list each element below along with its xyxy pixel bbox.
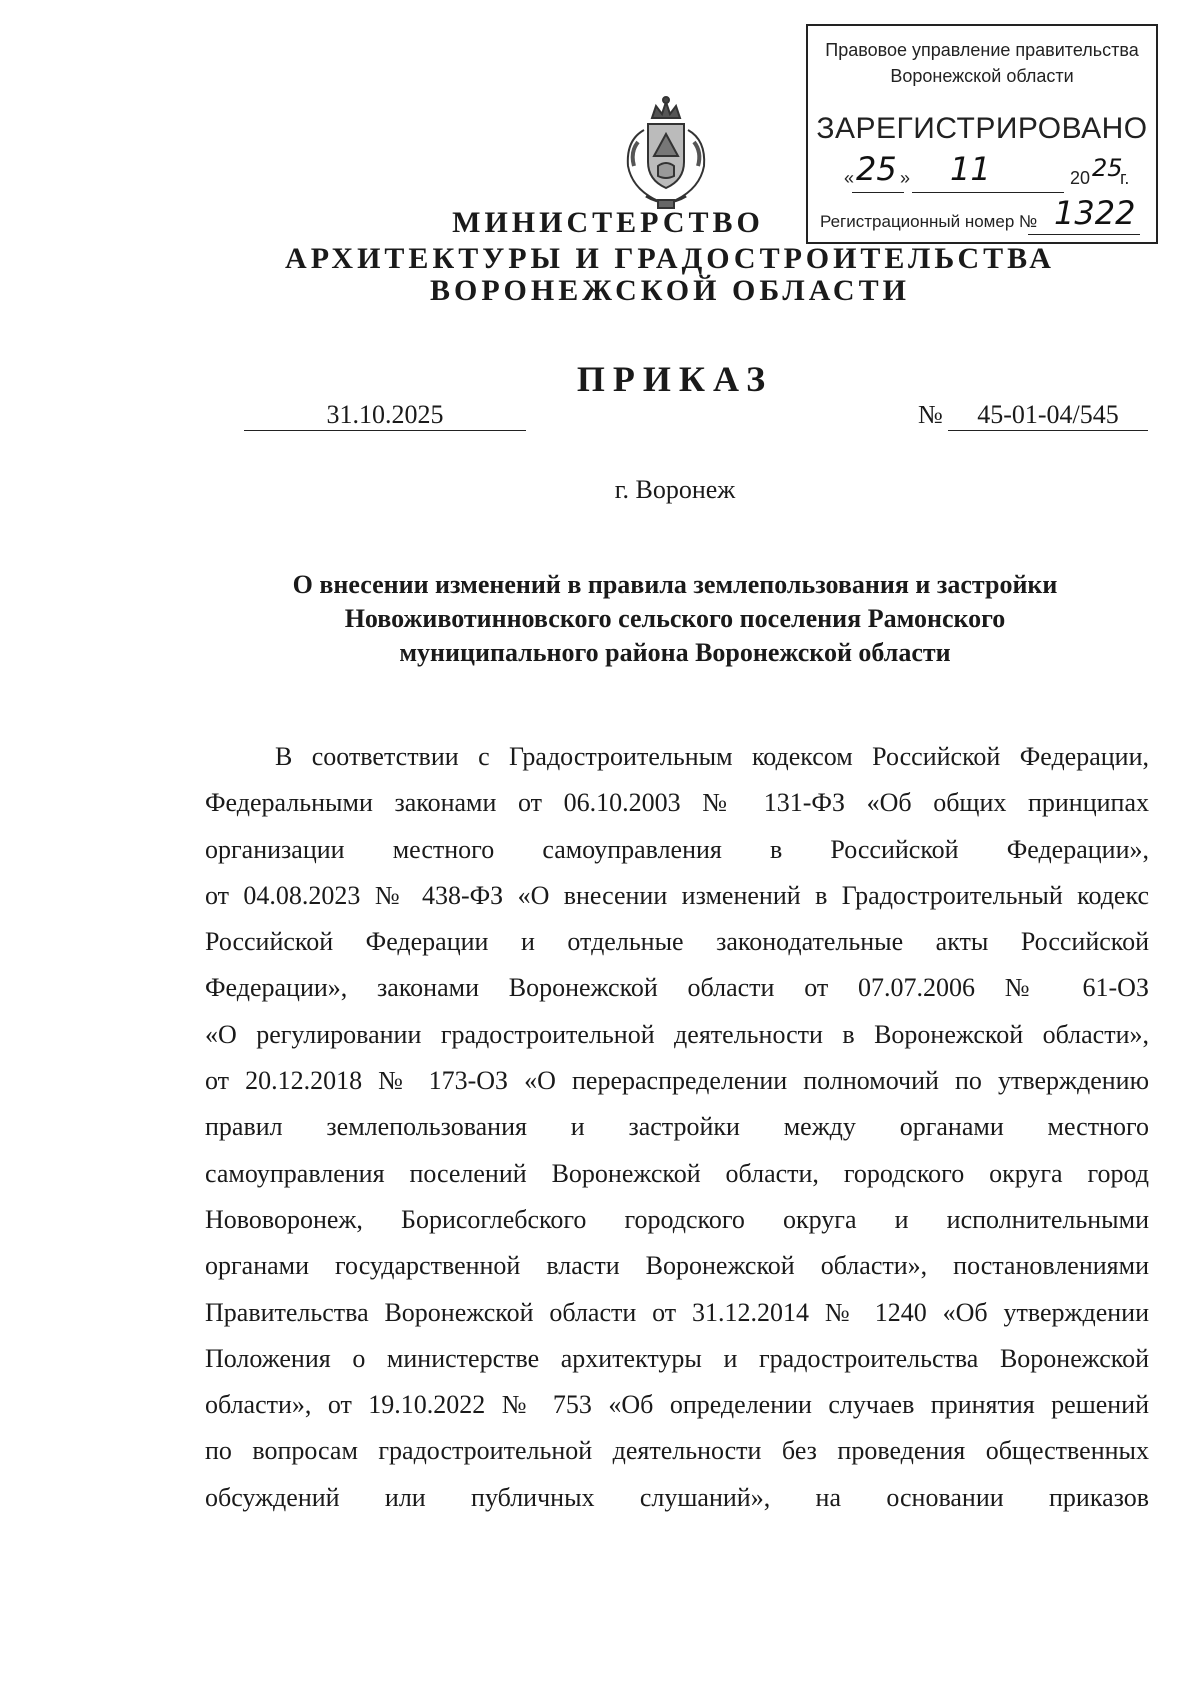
body-line: В соответствии с Градостроительным кодексом Российской Федерации,: [275, 742, 1149, 771]
voronezh-coat-of-arms-icon: [612, 96, 720, 212]
body-line: «О регулировании градостроительной деятельности в Воронежской области»,: [205, 1019, 1149, 1049]
body-line: Российской Федерации и отдельные законодательные акты Российской: [205, 927, 1149, 957]
ministry-title-line2: АРХИТЕКТУРЫ И ГРАДОСТРОИТЕЛЬСТВА: [285, 242, 1055, 275]
stamp-quote-close: »: [900, 168, 911, 188]
stamp-year-prefix: 20: [1070, 168, 1091, 188]
order-subject: [0, 568, 1200, 670]
body-line: организации местного самоуправления в Российской Федерации»,: [205, 834, 1149, 864]
order-number-label: №: [918, 400, 943, 429]
order-body-text: [205, 734, 1149, 1521]
city-name: г. Воронеж: [614, 475, 736, 504]
body-line: Правительства Воронежской области от 31.12.2014 № 1240 «Об утверждении: [205, 1297, 1149, 1327]
body-line: Федерации», законами Воронежской области от 07.07.2006 № 61-ОЗ: [205, 973, 1149, 1003]
stamp-year-suffix: 25: [1092, 154, 1123, 182]
body-line: Нововоронеж, Борисоглебского городского округа и исполнительными: [205, 1204, 1149, 1234]
body-line: по вопросам градостроительной деятельности без проведения общественных: [205, 1436, 1149, 1466]
document-type-title: ПРИКАЗ: [576, 359, 774, 399]
stamp-year-end: г.: [1120, 168, 1130, 188]
ministry-title-line3: ВОРОНЕЖСКОЙ ОБЛАСТИ: [430, 274, 910, 307]
order-number: 45-01-04/545: [948, 400, 1148, 431]
body-line: Положения о министерстве архитектуры и градостроительства Воронежской: [205, 1343, 1149, 1373]
stamp-quote-open: «: [844, 168, 855, 188]
subject-line: Новоживотинновского сельского поселения Рамонского: [344, 604, 1006, 633]
ministry-title-line1: МИНИСТЕРСТВО: [452, 206, 764, 239]
stamp-org-line1: Правовое управление правительства: [825, 40, 1139, 60]
order-date: 31.10.2025: [244, 400, 526, 431]
subject-line: муниципального района Воронежской области: [399, 638, 951, 667]
stamp-date: [844, 150, 1144, 196]
subject-line: О внесении изменений в правила землепользования и застройки: [292, 570, 1058, 599]
stamp-month: 11: [950, 150, 991, 188]
body-line: области», от 19.10.2022 № 753 «Об определении случаев принятия решений: [205, 1390, 1149, 1420]
stamp-reg-number: 1322: [1054, 194, 1136, 232]
body-line: Федеральными законами от 06.10.2003 № 131-ФЗ «Об общих принципах: [205, 788, 1149, 818]
body-line: правил землепользования и застройки между органами местного: [205, 1112, 1149, 1142]
body-line: самоуправления поселений Воронежской области, городского округа город: [205, 1158, 1149, 1188]
body-line: от 20.12.2018 № 173-ОЗ «О перераспределении полномочий по утверждению: [205, 1066, 1149, 1096]
stamp-reg-number-label: Регистрационный номер №: [820, 212, 1038, 231]
stamp-org-line2: Воронежской области: [890, 66, 1074, 86]
body-line: от 04.08.2023 № 438-ФЗ «О внесении изменений в Градостроительный кодекс: [205, 880, 1149, 910]
stamp-day: 25: [856, 150, 897, 188]
body-line: органами государственной власти Воронежской области», постановлениями: [205, 1251, 1149, 1281]
body-line: обсуждений или публичных слушаний», на основании приказов: [205, 1482, 1149, 1512]
stamp-registered-label: ЗАРЕГИСТРИРОВАНО: [816, 112, 1148, 145]
